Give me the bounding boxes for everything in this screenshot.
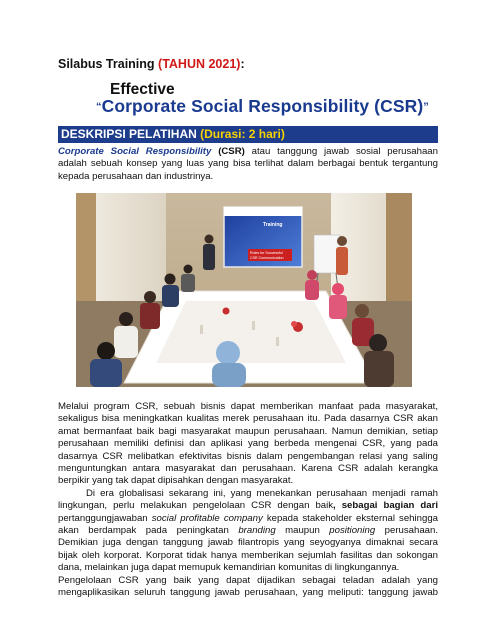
course-title-main	[96, 96, 429, 117]
p2-l3b: social profitable company	[151, 512, 263, 524]
screen-sub-1: Roles for Successful	[250, 251, 283, 255]
p1-line-5: dasarnya CSR melibatkan efektivitas bisnis dalam pengembangan relasi yang saling	[58, 450, 438, 462]
p2-l4a: akan berdampak pada peningkatan	[58, 525, 239, 537]
p2-l2a: lingkungan, perlu melakukan pengelolaan CSR dengan baik	[58, 500, 334, 512]
intro-l1-rest: atau tanggung jawab sosial perusahaan	[244, 146, 438, 157]
course-title-effective: Effective	[110, 81, 175, 98]
p2-line-6: bijak oleh korporat. Korporat tidak hanya memberikan sejumlah fasilitas dan sokongan	[58, 549, 438, 561]
p2-l4e: perusahaan.	[375, 525, 438, 537]
section-header-description	[58, 126, 438, 143]
screen-sub-2: CSR Communication	[250, 256, 284, 260]
training-photo-illustration	[76, 193, 412, 387]
syllabus-colon: :	[240, 57, 245, 71]
title-close-quote: ”	[423, 101, 429, 113]
intro-line-3: kepada perusahaan dan industrinya.	[58, 170, 214, 182]
p2-l4c: maupun	[275, 525, 330, 537]
p2-l3c: kepada stakeholder eksternal sehingga	[262, 512, 438, 524]
intro-line-1	[58, 146, 438, 158]
p2-line-4	[58, 525, 438, 537]
p3-line-2: mengaplikasikan seluruh tanggung jawab perusahaan, yang meliputi: tanggung jawab	[58, 587, 438, 599]
training-photo	[76, 193, 412, 387]
intro-line-2: adalah sebuah konsep yang luas yang bisa terlihat dalam berbagai bentuk tergantung	[58, 158, 438, 170]
title-main-text: Corporate Social Responsibility (CSR)	[101, 96, 424, 116]
section-label: DESKRIPSI PELATIHAN	[61, 127, 201, 141]
screen-title: Training	[263, 222, 283, 228]
p2-line-5: Demikian juga dengan tanggung jawab filantropis yang seyogyanya dimaknai secara	[58, 537, 438, 549]
p1-line-4: perusahaan memiliki definisi dan aplikasi yang berbeda mengenai CSR, yang pada	[58, 438, 438, 450]
p2-l2b: , sebagai bagian dari	[333, 500, 438, 512]
body-text	[58, 401, 438, 600]
p2-line-3	[58, 513, 438, 525]
intro-paragraph	[58, 146, 438, 183]
p2-line-7: dana, melainkan juga dapat memupuk kemandirian komunitas di lingkungannya.	[58, 562, 400, 574]
syllabus-prefix: Silabus Training	[58, 57, 159, 71]
p1-line-2: sekaligus bisa meningkatkan kualitas merek perusahaan itu. Pada dasarnya CSR akan	[58, 413, 438, 425]
p2-l3a: pertanggungjawaban	[58, 512, 152, 524]
section-duration: (Durasi: 2 hari)	[200, 127, 285, 141]
p2-line-1: Di era globalisasi sekarang ini, yang menekankan perusahaan menjadi ramah	[86, 487, 438, 499]
intro-abbr: (CSR)	[218, 146, 245, 157]
p1-line-3: amat bermanfaat baik bagi masyarakat maupun perusahaan. Namun demikian, setiap	[58, 425, 438, 437]
p3-line-1: Pengelolaan CSR yang baik yang dapat dijadikan sebagai teladan adalah yang	[58, 574, 438, 586]
syllabus-header	[58, 57, 245, 71]
p2-line-2	[58, 500, 438, 512]
p1-line-1: Melalui program CSR, sebuah bisnis dapat memberikan manfaat pada masyarakat,	[58, 401, 438, 412]
p1-line-6: menguntungkan antara masyarakat dan perusahaan. Karena CSR adalah kerangka	[58, 463, 438, 475]
p1-line-7: berpikir yang tak dapat dipisahkan dengan masyarakat.	[58, 475, 294, 487]
intro-term: Corporate Social Responsibility	[58, 146, 212, 157]
syllabus-year: (TAHUN 2021)	[158, 57, 241, 71]
title-open-quote: “	[96, 101, 102, 113]
p2-l4b: branding	[238, 525, 276, 537]
p2-l4d: positioning	[329, 525, 376, 537]
